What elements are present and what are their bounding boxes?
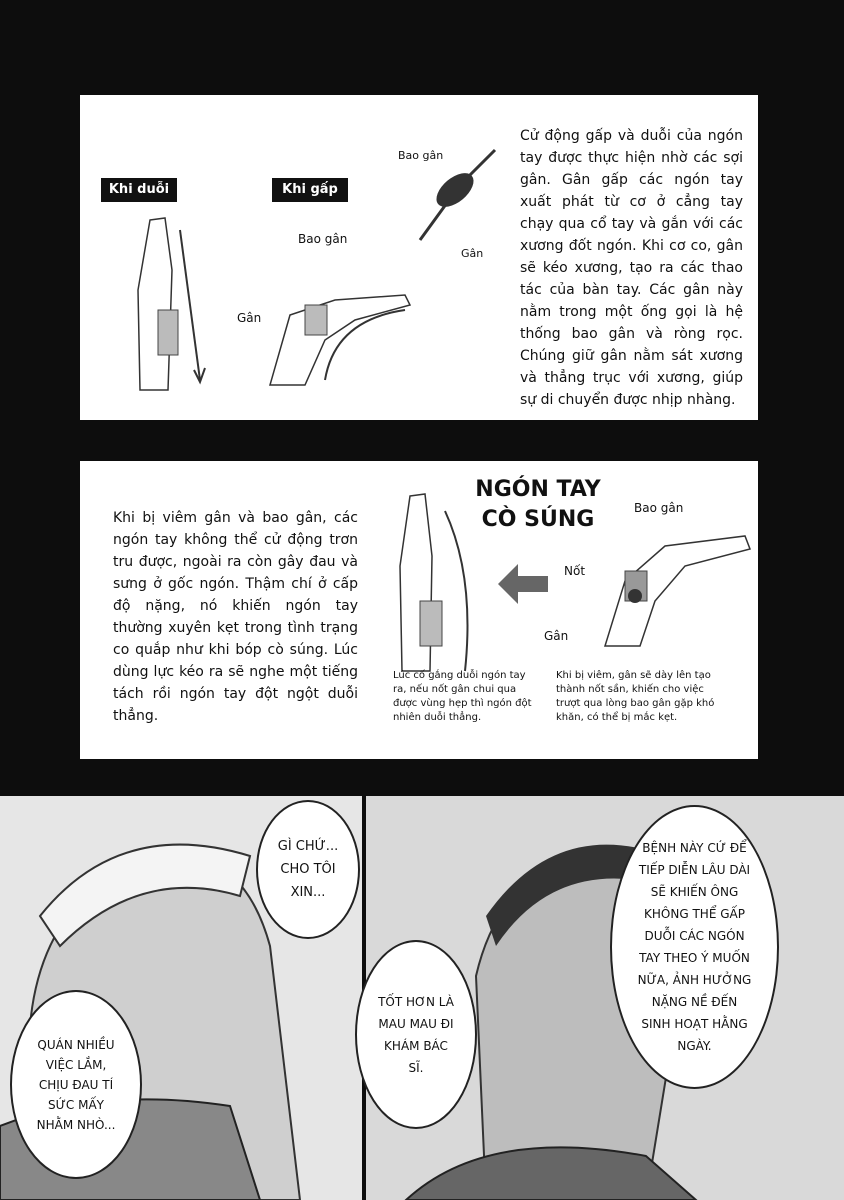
arrow-left-icon: [498, 564, 548, 604]
label-sheath-b: Bao gân: [398, 149, 444, 162]
speech-bubble-1-text: GÌ CHỨ... CHO TÔI XIN...: [277, 839, 339, 900]
label-sheath-a: Bao gân: [298, 232, 348, 246]
caption-straighten: Lúc cố gắng duỗi ngón tay ra, nếu nốt gân chui qua được vùng hẹp thì ngón đột nhiên duỗi thẳng.: [393, 670, 532, 723]
speech-bubble-4: [610, 805, 779, 1089]
finger-nodule-illustration: [585, 521, 755, 651]
speech-bubble-4-text: BỆNH NÀY CỨ ĐỂ TIẾP DIỄN LÂU DÀI SẼ KHIẾN ÔNG KHÔNG THỂ GẤP DUỖI CÁC NGÓN TAY THEO Ý MUỐN NỮA, ẢNH HƯỞNG NẶNG NỀ ĐẾN SINH HOẠT HẰNG NGÀY.: [637, 841, 752, 1053]
tag-flex: Khi gấp: [272, 178, 348, 202]
diagram-panel-top: [80, 95, 758, 420]
title-line2: CÒ SÚNG: [481, 507, 595, 532]
title-line1: NGÓN TAY: [475, 477, 601, 502]
caption-nodule: Khi bị viêm, gân sẽ dày lên tạo thành nốt sần, khiến cho việc trượt qua lòng bao gân gặp khó khăn, có thể bị mắc kẹt.: [556, 670, 715, 723]
label-tendon-b: Gân: [461, 247, 484, 260]
diagram-panel-trigger-finger: [80, 461, 758, 759]
label-tendon-trigger: Gân: [544, 629, 569, 643]
speech-bubble-2-text: QUÁN NHIỀU VIỆC LẮM, CHỊU ĐAU TÍ SỨC MẤY NHẰM NHÒ...: [36, 1037, 116, 1132]
label-nodule: Nốt: [564, 564, 586, 578]
speech-bubble-1: [256, 800, 360, 939]
finger-flexed-illustration: [265, 260, 415, 390]
tendon-sheath-illustration: [400, 130, 515, 250]
finger-extended-illustration: [120, 210, 220, 395]
finger-straightening-illustration: [390, 486, 485, 676]
speech-bubble-3-text: TỐT HƠN LÀ MAU MAU ĐI KHÁM BÁC SĨ.: [378, 994, 454, 1075]
explanation-paragraph-top: Cử động gấp và duỗi của ngón tay được thực hiện nhờ các sợi gân. Gân gấp các ngón tay xuất phát từ cơ ở cẳng tay chạy qua cổ tay và gắn với các xương đốt ngón. Khi cơ co, gân sẽ kéo xương, tạo ra các thao tác của bàn tay. Các gân này nằm trong một ống gọi là hệ thống bao gân và ròng rọc. Chúng giữ gân nằm sát xương và thẳng trục với xương, giúp sự di chuyển được nhịp nhàng.: [520, 128, 743, 408]
explanation-paragraph-trigger: Khi bị viêm gân và bao gân, các ngón tay không thể cử động trơn tru được, ngoài ra còn gây đau và sưng ở gốc ngón. Thậm chí ở cấp độ nặng, nó khiến ngón tay thường xuyên kẹt trong tình trạng co quắp như khi bóp cò súng. Lúc dùng lực kéo ra sẽ nghe một tiếng tách rồi ngón tay đột ngột duỗi thẳng.: [113, 510, 358, 724]
speech-bubble-2: [10, 990, 142, 1179]
speech-bubble-3: [355, 940, 477, 1129]
label-tendon-a: Gân: [237, 311, 262, 325]
tag-extend: Khi duỗi: [101, 178, 177, 202]
label-sheath-trigger: Bao gân: [634, 501, 684, 515]
